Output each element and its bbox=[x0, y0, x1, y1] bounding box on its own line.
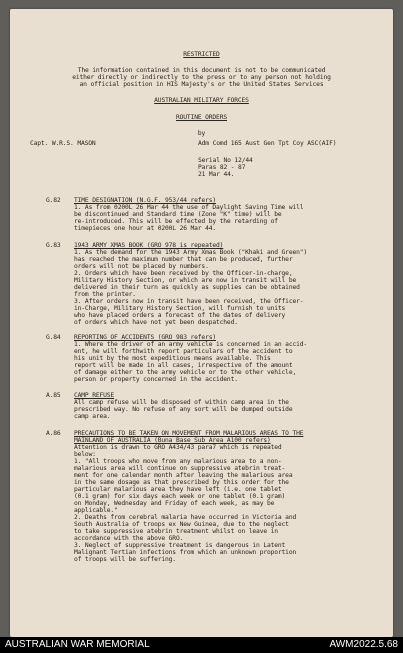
para-line: who have placed orders a forecast of the dates of delivery bbox=[74, 312, 286, 319]
para-line: 1. As the demand for the 1943 Army Xmas Book ("Khaki and Green") bbox=[74, 249, 308, 256]
para-line: delivered in their turn as quickly as supplies can be obtained bbox=[74, 284, 300, 291]
classification-heading: RESTRICTED bbox=[183, 51, 220, 58]
para-line: 3. After orders now in transit have been received, the Officer- bbox=[74, 298, 304, 305]
para-line: malarious area will continue on suppressive atebrin treat- bbox=[74, 465, 286, 472]
para-line: be discontinued and Standard time (Zone "K" time) will be bbox=[74, 211, 282, 218]
document-title: ROUTINE ORDERS bbox=[176, 114, 227, 121]
para-heading-continued: MAINLAND OF AUSTRALIA (Buna Base Sub Area A100 refers) bbox=[74, 437, 271, 444]
para-line: of troops will be suffering. bbox=[74, 556, 176, 563]
para-number: A.86 bbox=[46, 430, 61, 437]
para-line: camp area. bbox=[74, 413, 111, 420]
para-line: person or property concerned in the accident. bbox=[74, 376, 238, 383]
para-line: South Australia of troops ex New Guinea, due to the neglect bbox=[74, 521, 289, 528]
archive-footer bbox=[0, 637, 403, 653]
unit-name: Adm Comd 165 Aust Gen Tpt Coy ASC(AIF) bbox=[198, 140, 337, 147]
document-page bbox=[10, 9, 393, 637]
serial-number: Serial No 12/44 bbox=[198, 157, 253, 164]
para-line: 1. As from 0200L 26 Mar 44 the use of Daylight Saving Time will bbox=[74, 204, 304, 211]
para-line: has reached the maximum number that can be produced, further bbox=[74, 256, 293, 263]
para-line: ment for one calendar month after leaving the malarious area bbox=[74, 472, 293, 479]
para-line: All camp refuse will be disposed of within camp area in the bbox=[74, 399, 289, 406]
para-heading: TIME DESIGNATION (N.G.F. 953/44 refers) bbox=[74, 197, 217, 204]
para-line: orders will not be placed by numbers. bbox=[74, 263, 209, 270]
para-line: 2. Deaths from cerebral malaria have occurred in Victoria and bbox=[74, 514, 297, 521]
para-line: in-Charge, Military History Section, will furnish to units bbox=[74, 305, 286, 312]
notice-line: either directly or indirectly to the press or to any person not holding bbox=[72, 74, 331, 81]
para-line: (0.1 gram) for six days each week or one tablet (0.1 gram) bbox=[74, 493, 286, 500]
para-line: of orders which have not yet been despatched. bbox=[74, 319, 238, 326]
para-line: 1. "All troops who move from any malarious area to a non- bbox=[74, 458, 282, 465]
para-line: 1. Where the driver of an army vehicle is concerned in an accid- bbox=[74, 341, 308, 348]
para-line: ent, he will forthwith report particulars of the accident to bbox=[74, 348, 293, 355]
para-line: re-introduced. This will be effected by the retarding of bbox=[74, 218, 278, 225]
para-line: 2. Orders which have been received by the Officer-in-charge, bbox=[74, 270, 293, 277]
para-number: A.85 bbox=[46, 392, 61, 399]
para-heading: REPORTING OF ACCIDENTS (GRO 983 refers) bbox=[74, 334, 217, 341]
document-date: 21 Mar 44. bbox=[198, 171, 235, 178]
force-heading: AUSTRALIAN MILITARY FORCES bbox=[154, 97, 249, 104]
by-line: by bbox=[197, 130, 206, 137]
para-line: on Monday, Wednesday and Friday of each week, as may be bbox=[74, 500, 275, 507]
notice-line: The information contained in this document is not to be communicated bbox=[77, 67, 326, 74]
para-line: Malignant Tertian infections from which an unknown proportion bbox=[74, 549, 297, 556]
para-number: G.82 bbox=[46, 197, 61, 204]
notice-line: an official position in HIS Majesty's or the United States Services bbox=[79, 81, 324, 88]
para-line: report will be made in all cases, irrespective of the amount bbox=[74, 362, 293, 369]
para-heading: CAMP REFUSE bbox=[74, 392, 115, 399]
para-number: G.83 bbox=[46, 242, 61, 249]
para-line: to take suppressive atebrin treatment whilst on leave in bbox=[74, 528, 278, 535]
para-line: Attention is drawn to GRO A434/43 para7 which is repeated bbox=[74, 444, 282, 451]
officer-name: Capt. W.R.S. MASON bbox=[30, 140, 96, 147]
archive-name: AUSTRALIAN WAR MEMORIAL bbox=[5, 639, 150, 650]
para-number: G.84 bbox=[46, 334, 61, 341]
para-line: below: bbox=[74, 451, 96, 458]
para-line: Military History Section, or which are now in transit will be bbox=[74, 277, 297, 284]
accession-number: AWM2022.5.68 bbox=[329, 639, 398, 650]
paras-range: Paras 82 - 87 bbox=[198, 164, 246, 171]
para-line: applicable." bbox=[74, 507, 118, 514]
para-line: 3. Neglect of suppressive treatment is dangerous in Latent bbox=[74, 542, 286, 549]
para-line: in the same dosage as that prescribed by this order for the bbox=[74, 479, 289, 486]
para-line: prescribed way. No refuse of any sort will be dumped outside bbox=[74, 406, 293, 413]
para-heading: PRECAUTIONS TO BE TAKEN ON MOVEMENT FROM MALARIOUS AREAS TO THE bbox=[74, 430, 304, 437]
para-line: particular malarious area they have left (i.e. one tablet bbox=[74, 486, 282, 493]
para-line: accordance with the above GRO. bbox=[74, 535, 184, 542]
para-line: his unit by the most expeditious means available. This bbox=[74, 355, 271, 362]
para-line: of damage either to the army vehicle or to the other vehicle, bbox=[74, 369, 297, 376]
para-line: from the printer. bbox=[74, 291, 136, 298]
para-line: timepieces one hour at 0200L 26 Mar 44. bbox=[74, 225, 217, 232]
para-heading: 1943 ARMY XMAS BOOK (GRO 978 is repeated) bbox=[74, 242, 224, 249]
